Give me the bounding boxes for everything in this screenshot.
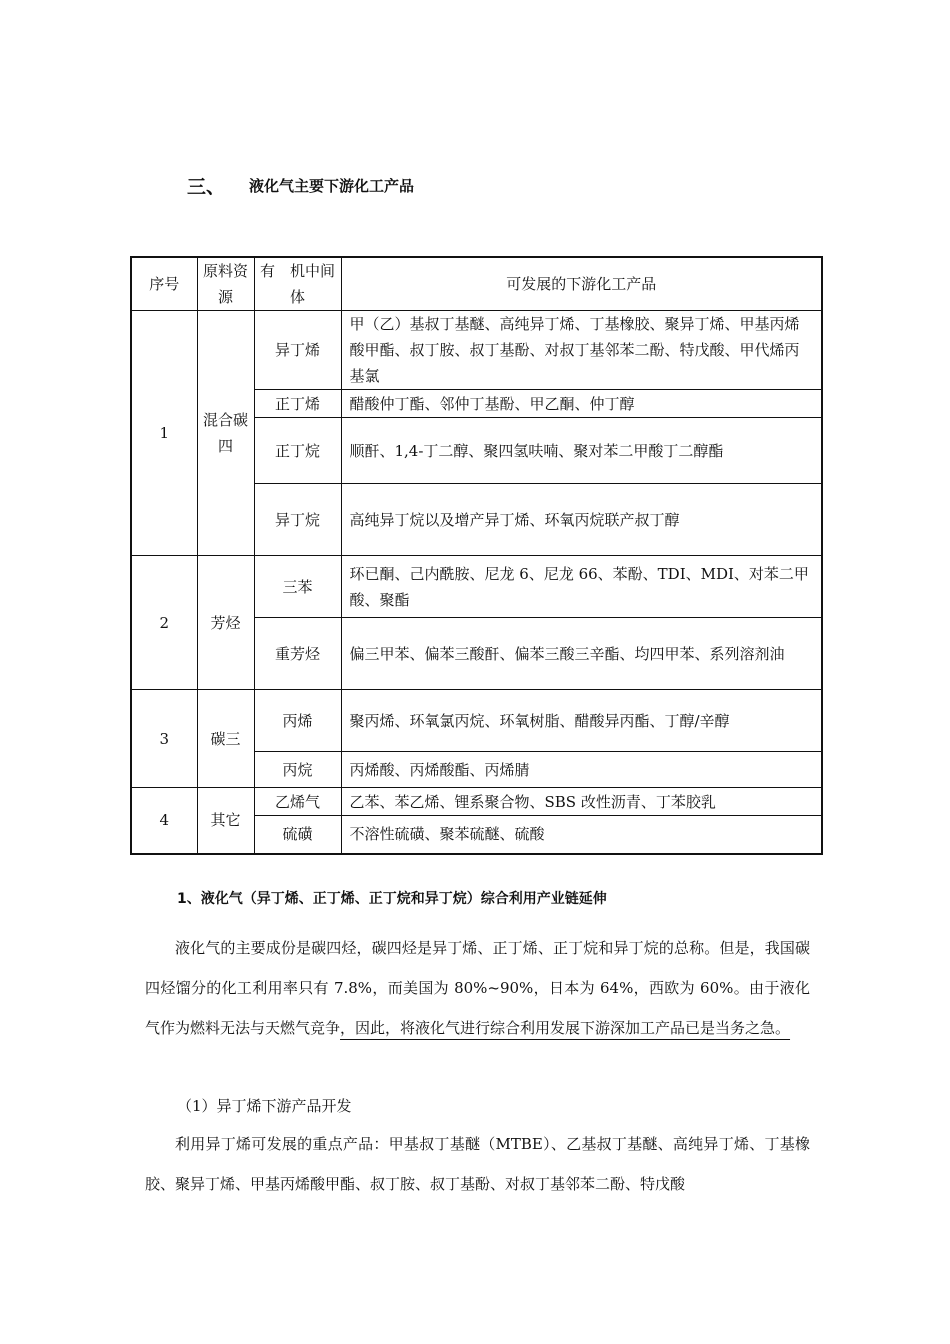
header-no: 序号 [131,257,197,311]
paragraph-main-text: 液化气的主要成份是碳四烃，碳四烃是异丁烯、正丁烯、正丁烷和异丁烷的总称。但是，我国碳四烃馏分的化工利用率只有 7.8%，而美国为 80%~90%，日本为 64%，西欧为 60%。由于液化气作为燃料无法与天燃气竞争 [145,939,810,1037]
cell-intermediate: 乙烯气 [254,788,341,816]
cell-products: 甲（乙）基叔丁基醚、高纯异丁烯、丁基橡胶、聚异丁烯、甲基丙烯酸甲酯、叔丁胺、叔丁基酚、对叔丁基邻苯二酚、特戊酸、甲代烯丙基氯 [341,311,822,390]
cell-intermediate: 重芳烃 [254,618,341,690]
cell-intermediate: 异丁烯 [254,311,341,390]
products-table [130,256,823,855]
header-products: 可发展的下游化工产品 [341,257,822,311]
cell-products: 丙烯酸、丙烯酸酯、丙烯腈 [341,752,822,788]
cell-resource: 其它 [197,788,254,854]
table-row [131,788,822,816]
table-row [131,311,822,390]
header-intermediate: 有 机中间体 [254,257,341,311]
cell-intermediate: 正丁烯 [254,390,341,418]
paragraph-main [145,928,810,1048]
cell-products: 不溶性硫磺、聚苯硫醚、硫酸 [341,816,822,854]
cell-resource: 芳烃 [197,556,254,690]
cell-products: 偏三甲苯、偏苯三酸酐、偏苯三酸三辛酯、均四甲苯、系列溶剂油 [341,618,822,690]
item-title: （1）异丁烯下游产品开发 [177,1097,352,1115]
cell-no: 3 [131,690,197,788]
cell-intermediate: 丙烯 [254,690,341,752]
cell-products: 聚丙烯、环氧氯丙烷、环氧树脂、醋酸异丙酯、丁醇/辛醇 [341,690,822,752]
cell-intermediate: 三苯 [254,556,341,618]
cell-resource: 碳三 [197,690,254,788]
cell-intermediate: 正丁烷 [254,418,341,484]
cell-resource: 混合碳四 [197,311,254,556]
cell-no: 2 [131,556,197,690]
section-title: 液化气主要下游化工产品 [249,176,415,195]
cell-intermediate: 丙烷 [254,752,341,788]
section-heading [187,172,414,198]
cell-no: 4 [131,788,197,854]
cell-intermediate: 异丁烷 [254,484,341,556]
cell-products: 醋酸仲丁酯、邻仲丁基酚、甲乙酮、仲丁醇 [341,390,822,418]
table-row [131,556,822,618]
cell-products: 高纯异丁烷以及增产异丁烯、环氧丙烷联产叔丁醇 [341,484,822,556]
cell-intermediate: 硫磺 [254,816,341,854]
item-paragraph: 利用异丁烯可发展的重点产品：甲基叔丁基醚（MTBE）、乙基叔丁基醚、高纯异丁烯、丁基橡胶、聚异丁烯、甲基丙烯酸甲酯、叔丁胺、叔丁基酚、对叔丁基邻苯二酚、特戊酸 [145,1135,810,1193]
section-number: 三、 [187,175,226,198]
cell-products: 乙苯、苯乙烯、锂系聚合物、SBS 改性沥青、丁苯胶乳 [341,788,822,816]
cell-no: 1 [131,311,197,556]
cell-products: 环已酮、己内酰胺、尼龙 6、尼龙 66、苯酚、TDI、MDI、对苯二甲酸、聚酯 [341,556,822,618]
header-resource: 原料资源 [197,257,254,311]
paragraph-underlined-text: ，因此，将液化气进行综合利用发展下游深加工产品已是当务之急。 [340,1019,791,1037]
table-row [131,690,822,752]
subsection-title: 1、液化气（异丁烯、正丁烯、正丁烷和异丁烷）综合利用产业链延伸 [177,891,607,907]
cell-products: 顺酐、1,4-丁二醇、聚四氢呋喃、聚对苯二甲酸丁二醇酯 [341,418,822,484]
table-header-row [131,257,822,311]
